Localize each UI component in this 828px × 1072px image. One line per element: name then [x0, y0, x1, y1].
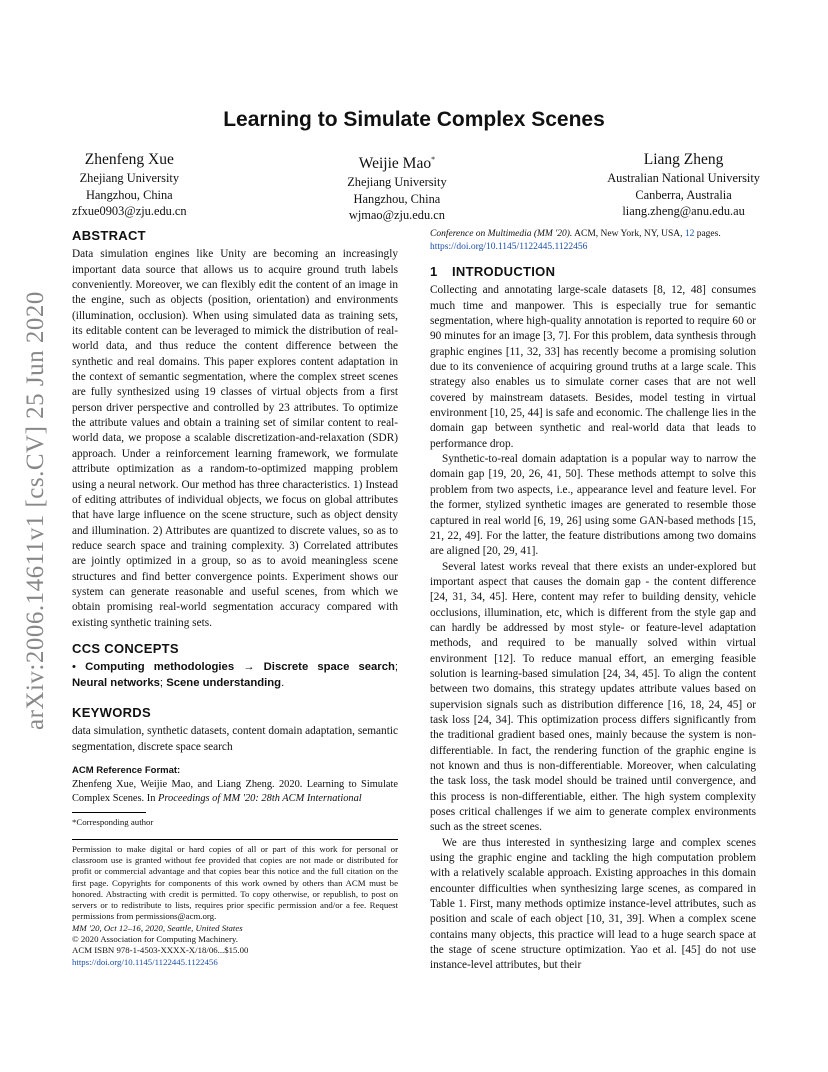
ccs-heading: CCS CONCEPTS [72, 640, 179, 656]
left-column [72, 228, 398, 968]
pages-label: pages. [696, 229, 721, 239]
copyright-line: © 2020 Association for Computing Machinery. [72, 934, 238, 945]
intro-paragraph: We are thus interested in synthesizing large and complex scenes using the graphic engine and tackling the high computation problem with a relatively scalable approach. Existing approaches in this domain encounter difficulties when synthesizing large scenes, as compared in Table 1. First, many methods optimize instance-level attributes, such as position and scale of each object [10, 31, 39]. When a complex scene contains many objects, this practice will lead to a huge search space at the stage of scene structure optimization. Yao et al. [45] do not use instance-level attributes, but their [430, 836, 756, 972]
acm-ref-doi-link[interactable]: https://doi.org/10.1145/1122445.1122456 [430, 242, 588, 252]
right-column [430, 228, 756, 974]
author-2 [347, 150, 446, 224]
section-title: INTRODUCTION [452, 264, 556, 279]
intro-paragraph: Synthetic-to-real domain adaptation is a popular way to narrow the domain gap [19, 20, 26, 41, 50]. These methods attempt to solve this problem from two aspects, i.e., appearance level and feature level. For the former, stylized synthetic images are generated to resemble those captured in real world [6, 19, 26] using some GAN-based methods [15, 21, 22, 49]. For the latter, the feature distributions among two domains are aligned [20, 29, 41]. [430, 453, 756, 558]
arxiv-stamp: arXiv:2006.14611v1 [cs.CV] 25 Jun 2020 [22, 291, 49, 730]
author-name-line [347, 150, 446, 174]
pages-link[interactable]: 12 [684, 229, 695, 239]
author-block [72, 150, 760, 224]
ccs-sep: ; [394, 661, 399, 674]
author-1 [72, 150, 187, 224]
ccs-arrow: → [243, 661, 255, 674]
intro-paragraph: Collecting and annotating large-scale datasets [8, 12, 48] consumes much time and manpower. This is especially true for semantic segmentation, where high-quality annotation is reported to require 60 or 90 minutes for an image [3, 7]. For this problem, data synthesis through graphic engines [11, 32, 33] has recently become a promising solution due to its convenience of acquiring ground truths at a large scale. This strategy also enables us to simulate corner cases that are not well covered by mainstream datasets. Besides, model testing in virtual environment [10, 25, 44] is safe and economic. The challenge lies in the domain gap between synthetic and real-world data that leads to performance drop. [430, 284, 756, 450]
author-name: Liang Zheng [643, 151, 724, 168]
acm-ref-venue: Proceedings of MM '20: 28th ACM International [158, 793, 362, 805]
section-number: 1 [430, 264, 438, 279]
acm-ref-text [72, 778, 398, 806]
author-name: Weijie Mao [358, 155, 432, 173]
footnote-rule [72, 812, 146, 813]
author-affiliation: Australian National University [607, 171, 760, 185]
conference-line [72, 923, 398, 934]
permission-rule [72, 839, 398, 840]
abstract-text: Data simulation engines like Unity are becoming an increasingly important data source that allows us to acquire ground truth labels conveniently. Moreover, we can flexibly edit the content of an image in the engine, such as objects (position, orientation) and environments (illumination, occlusion). When using simulated data as training sets, its editable content can be leveraged to mimick the distribution of real-world data, and thus reduce the content difference between the synthetic and real domains. This paper explores content adaptation in the context of semantic segmentation, where the complex street scenes are fully synthesized using 19 classes of virtual objects from a first person driver perspective and controlled by 23 attributes. To optimize the attribute values and obtain a training set of similar content to real-world data, we propose a scalable discretization-and-relaxation (SDR) approach. Under a reinforcement learning framework, we formulate attribute optimization as a random-to-optimized mapping problem using a neural network. Our method has three characteristics. 1) Instead of editing attributes of individual objects, we focus on global attributes that have large influence on the scene structure, such as object density and illumination. 2) Attributes are quantized to discrete values, so as to reduce search space and training complexity. 3) Correlated attributes are jointly optimized in a group, so as to avoid meaningless scene structures and find better convergence points. Experiment shows our system can generate reasonable and useful scenes, from which we obtain promising real-world segmentation accuracy compared with existing synthetic training sets. [72, 248, 398, 629]
paper-title: Learning to Simulate Complex Scenes [223, 108, 605, 131]
ccs-bullet: • [72, 661, 76, 674]
author-location: Canberra, Australia [635, 187, 732, 202]
permission-notice: Permission to make digital or hard copies of all or part of this work for personal or classroom use is granted without fee provided that copies are not made or distributed for profit or commercial advantage and that copies bear this notice and the full citation on the first page. Copyrights for components of this work owned by others than ACM must be honored. Abstracting with credit is permitted. To copy otherwise, or republish, to post on servers or to redistribute to lists, requires prior specific permission and/or a fee. Request permissions from permissions@acm.org. [72, 843, 398, 922]
abstract-heading: ABSTRACT [72, 228, 146, 243]
keywords-heading: KEYWORDS [72, 704, 151, 720]
ccs-item: Scene understanding [166, 676, 282, 689]
author-email[interactable]: wjmao@zju.edu.cn [348, 208, 445, 223]
author-location: Hangzhou, China [85, 187, 173, 202]
author-affiliation: Zhejiang University [79, 171, 180, 185]
conference-text: MM '20, Oct 12–16, 2020, Seattle, United States [72, 922, 243, 933]
ccs-text [72, 660, 398, 691]
author-location: Hangzhou, China [353, 191, 441, 206]
ccs-section [72, 641, 398, 691]
ccs-end: . [281, 676, 285, 689]
acm-ref-heading: ACM Reference Format: [72, 765, 181, 776]
ccs-sep: ; [159, 676, 167, 689]
acm-ref-authors: Zhenfeng Xue, Weijie Mao, and Liang Zheng. 2020. Learning to Simulate Complex Scenes. In [72, 779, 398, 805]
corresponding-author-note: *Corresponding author [72, 817, 154, 828]
ccs-item: Neural networks [72, 676, 160, 689]
author-name: Zhenfeng Xue [84, 151, 174, 168]
ccs-item: Computing methodologies [85, 661, 235, 674]
intro-heading [430, 264, 756, 279]
author-3 [607, 150, 760, 224]
isbn-line: ACM ISBN 978-1-4503-XXXX-X/18/06...$15.00 [72, 945, 249, 956]
acm-ref-continuation [430, 228, 756, 254]
keywords-section [72, 705, 398, 755]
ccs-item: Discrete space search [263, 661, 395, 674]
author-email[interactable]: zfxue0903@zju.edu.cn [72, 204, 187, 218]
intro-paragraph: Several latest works reveal that there exists an under-explored but important aspect that causes the domain gap - the content difference [24, 31, 34, 45]. Here, content may refer to building density, vehicle occlusions, illumination, etc, which is different from the style gap and can hardly be addressed by most style- or feature-level adaptation methods, and required to be manually solved within virtual environment [12]. To reduce manual effort, an emerging feasible solution is learning-based simulation [24, 34, 45]. To align the content between two domains, this strategy updates attribute values based on supervision signals such as distribution difference [16, 18, 24, 45] or task loss [24, 34]. This optimization process differs significantly from the traditional gradient based ones, mainly because the system is non-differentiable. In fact, the rendering function of the graphic engine is not known and thus is non-differentiable. Moreover, when calculating the task loss, the task model should be trained until convergence, and this process is non-differentiable, either. The high system complexity poses critical challenges if we aim to generate complex environments such as the street scenes. [430, 560, 756, 834]
author-email[interactable]: liang.zheng@anu.edu.au [622, 204, 745, 218]
author-affiliation: Zhejiang University [347, 175, 447, 190]
doi-link[interactable]: https://doi.org/10.1145/1122445.1122456 [72, 956, 218, 967]
acm-ref-conf: Conference on Multimedia (MM '20). [430, 229, 573, 239]
acm-ref-publisher: ACM, New York, NY, USA, [574, 229, 683, 239]
corresponding-mark: * [431, 155, 436, 164]
keywords-text: data simulation, synthetic datasets, content domain adaptation, semantic segmentation, discrete space search [72, 725, 398, 753]
